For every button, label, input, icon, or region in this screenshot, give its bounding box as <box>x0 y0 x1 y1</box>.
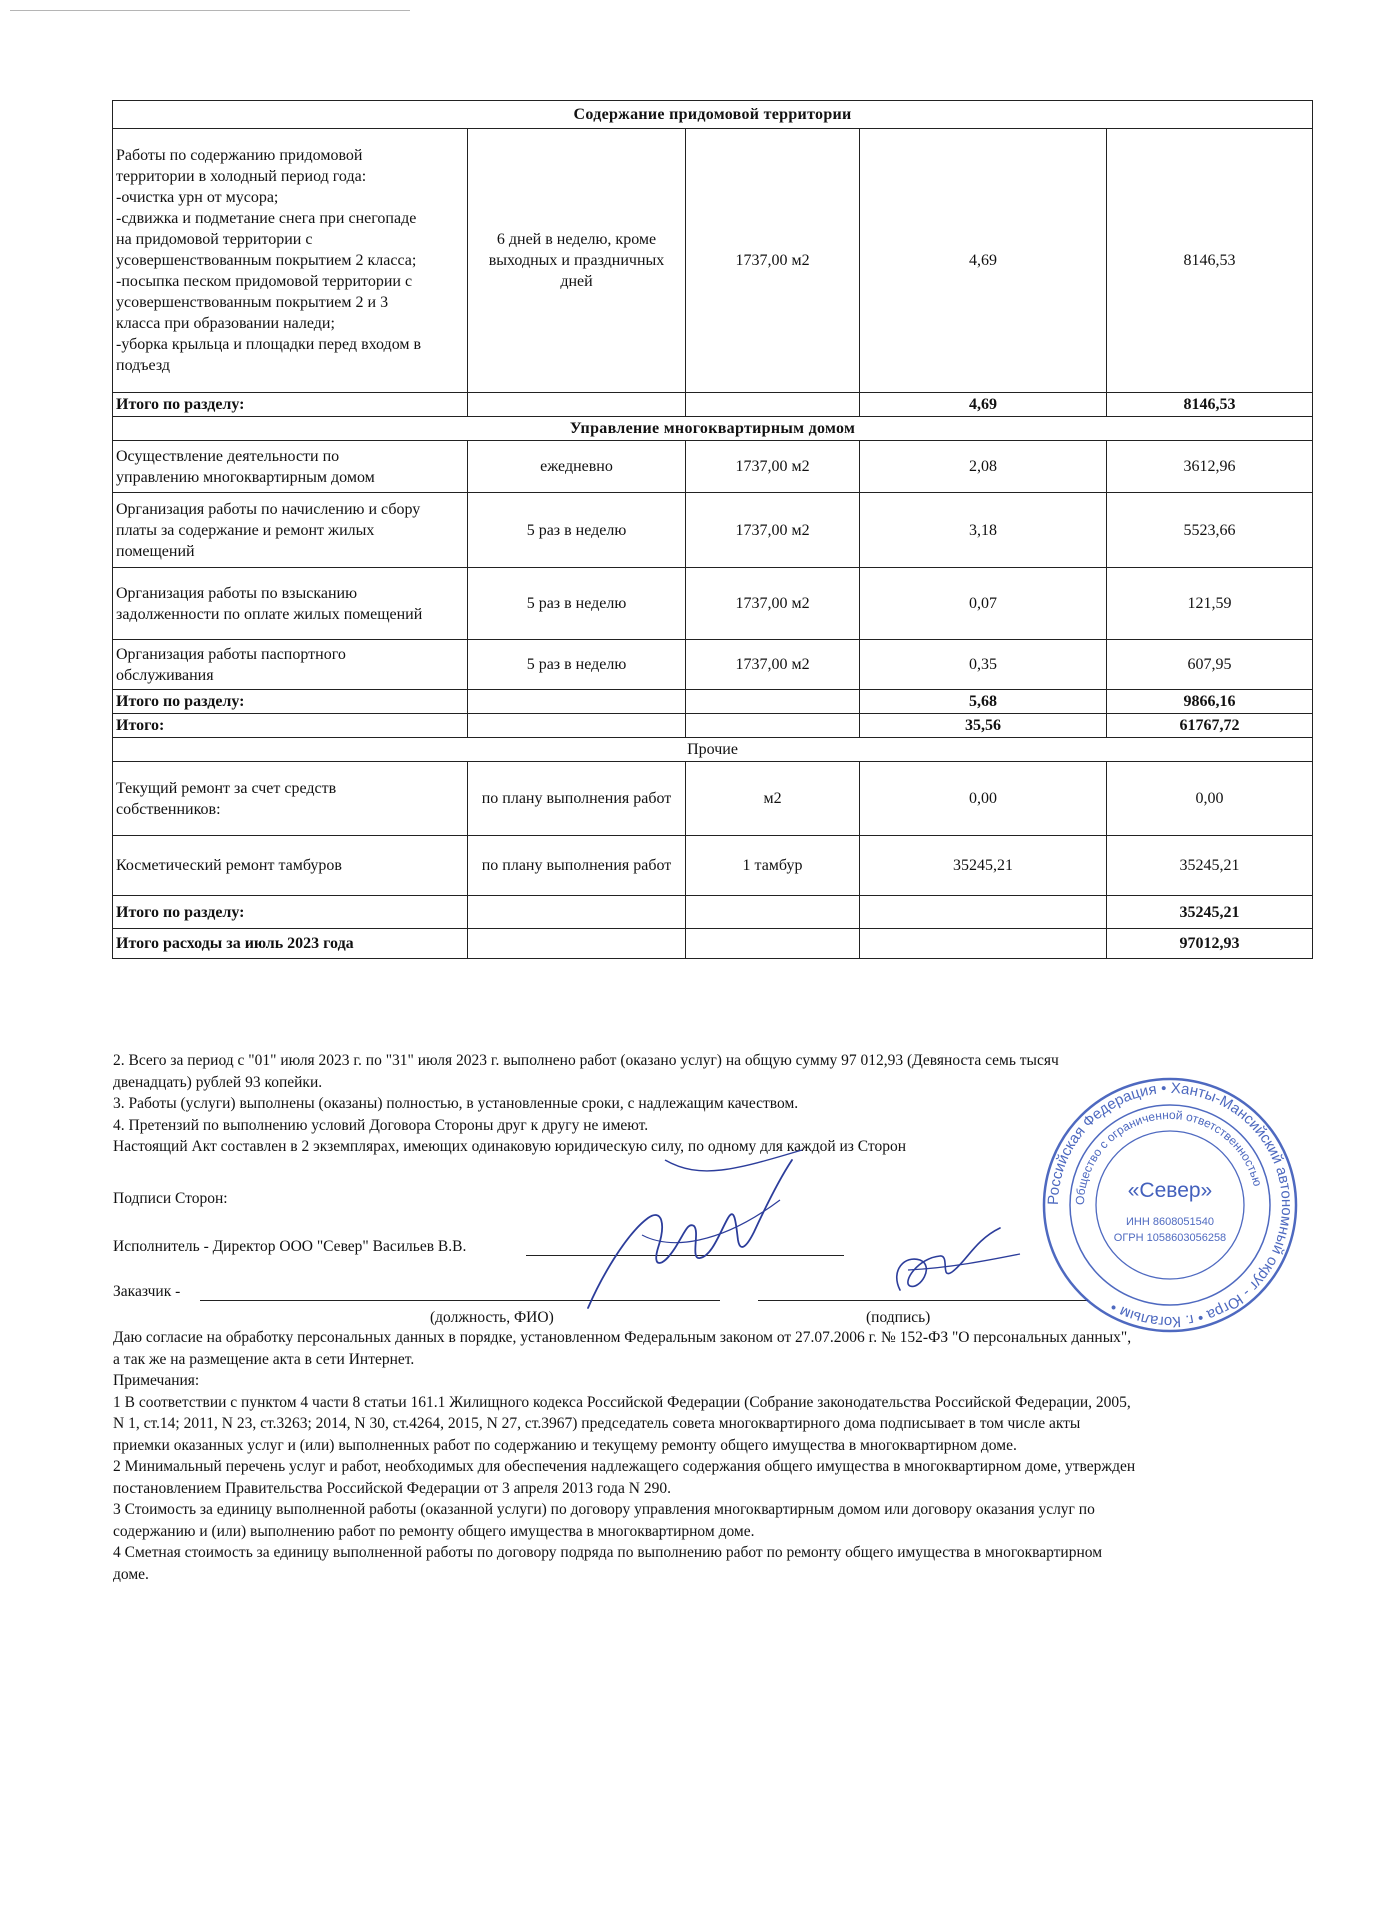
service-frequency: 6 дней в неделю, кроме выходных и праздничных дней <box>468 129 686 393</box>
subtotal-sum: 8146,53 <box>1107 393 1313 417</box>
service-area: 1737,00 м2 <box>686 568 860 640</box>
service-sum: 8146,53 <box>1107 129 1313 393</box>
section-header-row <box>113 101 1313 129</box>
service-frequency: по плану выполнения работ <box>468 836 686 896</box>
services-table <box>112 100 1313 959</box>
service-area: 1737,00 м2 <box>686 441 860 493</box>
subtotal-rate: 4,69 <box>860 393 1107 417</box>
service-area: 1 тамбур <box>686 836 860 896</box>
table-row <box>113 762 1313 836</box>
customer-label: Заказчик - <box>113 1283 181 1300</box>
stamp-inn: ИНН 8608051540 <box>1125 1216 1215 1228</box>
subtotal-label: Итого по разделу: <box>113 393 468 417</box>
table-row <box>113 493 1313 568</box>
executor-signature-image <box>570 1140 830 1315</box>
service-frequency: по плану выполнения работ <box>468 762 686 836</box>
customer-signature-image <box>880 1220 1030 1310</box>
service-name: Текущий ремонт за счет средств собственников: <box>113 762 468 836</box>
stamp-ogrn: ОГРН 1058603056258 <box>1113 1232 1227 1244</box>
table-row <box>113 568 1313 640</box>
service-sum: 5523,66 <box>1107 493 1313 568</box>
subtotal-row <box>113 690 1313 714</box>
subtotal-label: Итого по разделу: <box>113 690 468 714</box>
service-rate: 0,00 <box>860 762 1107 836</box>
service-sum: 121,59 <box>1107 568 1313 640</box>
service-rate: 0,35 <box>860 640 1107 690</box>
subtotal-sum: 9866,16 <box>1107 690 1313 714</box>
subtotal-row <box>113 393 1313 417</box>
signatures-title: Подписи Сторон: <box>113 1190 228 1207</box>
service-name: Организация работы паспортного обслуживания <box>113 640 468 690</box>
stamp-center: «Север» <box>1127 1179 1213 1202</box>
section-title-management: Управление многоквартирным домом <box>113 417 1313 441</box>
service-frequency: 5 раз в неделю <box>468 493 686 568</box>
subtotal-sum: 35245,21 <box>1107 896 1313 929</box>
subtotal-rate: 5,68 <box>860 690 1107 714</box>
stamp-outer-text: Российская Федерация • Ханты-Мансийский автономный округ - Югра • г. Когалым • <box>1044 1079 1296 1331</box>
service-frequency: 5 раз в неделю <box>468 640 686 690</box>
service-rate: 35245,21 <box>860 836 1107 896</box>
stamp-inner-text: Общество с ограниченной ответственностью <box>1072 1107 1265 1206</box>
service-sum: 0,00 <box>1107 762 1313 836</box>
service-area: 1737,00 м2 <box>686 640 860 690</box>
total-label: Итого: <box>113 714 468 738</box>
service-area: м2 <box>686 762 860 836</box>
service-rate: 0,07 <box>860 568 1107 640</box>
service-rate: 4,69 <box>860 129 1107 393</box>
notes-block: Даю согласие на обработку персональных данных в порядке, установленном Федеральным законом от 27.07.2006 г. № 152-ФЗ "О персональных данных", а так же на размещение акта в сети Интернет. Примечания: 1 В соответствии с пунктом 4 части 8 статьи 161.1 Жилищного кодекса Российской Федерации (Собрание законодательства Российской Федерации, 2005, N 1, ст.14; 2011, N 23, ст.3263; 2014, N 30, ст.4264, 2015, N 27, ст.3967) председатель совета многоквартирного дома подписывает в том числе акты приемки оказанных услуг и (или) выполненных работ по содержанию и текущему ремонту общего имущества в многоквартирном доме. 2 Минимальный перечень услуг и работ, необходимых для обеспечения надлежащего содержания общего имущества в многоквартирном доме, утвержден постановлением Правительства Российской Федерации от 3 апреля 2013 года N 290. 3 Стоимость за единицу выполненной работы (оказанной услуги) по договору управления многоквартирным домом или договору оказания услуг по содержанию и (или) выполнению работ по ремонту общего имущества в многоквартирном доме. 4 Сметная стоимость за единицу выполненной работы по договору подряда по выполнению работ по ремонту общего имущества в многоквартирном доме. <box>113 1329 1136 1583</box>
subtotal-label: Итого по разделу: <box>113 896 468 929</box>
july-total-sum: 97012,93 <box>1107 929 1313 959</box>
service-name: Работы по содержанию придомовой территории в холодный период года: -очистка урн от мусора; -сдвижка и подметание снега при снегопаде на придомовой территории с усовершенствованным покрытием 2 класса; -посыпка песком придомовой территории с усовершенствованным покрытием 2 и 3 класса при образовании наледи; -уборка крыльца и площадки перед входом в подъезд <box>113 129 468 393</box>
subtotal-row <box>113 896 1313 929</box>
section-title-territory: Содержание придомовой территории <box>113 101 1313 129</box>
signature-caption: (подпись) <box>866 1309 931 1326</box>
table-row <box>113 129 1313 393</box>
table-row <box>113 441 1313 493</box>
position-caption: (должность, ФИО) <box>430 1309 554 1326</box>
total-row <box>113 714 1313 738</box>
service-sum: 607,95 <box>1107 640 1313 690</box>
section-header-row <box>113 738 1313 762</box>
service-sum: 3612,96 <box>1107 441 1313 493</box>
table-row <box>113 640 1313 690</box>
service-name: Косметический ремонт тамбуров <box>113 836 468 896</box>
total-sum: 61767,72 <box>1107 714 1313 738</box>
service-name: Осуществление деятельности по управлению многоквартирным домом <box>113 441 468 493</box>
service-frequency: 5 раз в неделю <box>468 568 686 640</box>
scan-edge-line <box>10 10 410 11</box>
service-frequency: ежедневно <box>468 441 686 493</box>
total-rate: 35,56 <box>860 714 1107 738</box>
company-stamp <box>1040 1075 1300 1335</box>
service-rate: 2,08 <box>860 441 1107 493</box>
section-title-other: Прочие <box>113 738 1313 762</box>
service-name: Организация работы по взысканию задолженности по оплате жилых помещений <box>113 568 468 640</box>
total-row <box>113 929 1313 959</box>
july-total-label: Итого расходы за июль 2023 года <box>113 929 468 959</box>
service-rate: 3,18 <box>860 493 1107 568</box>
section-header-row <box>113 417 1313 441</box>
executor-label: Исполнитель - Директор ООО "Север" Васильев В.В. <box>113 1238 467 1255</box>
service-area: 1737,00 м2 <box>686 493 860 568</box>
table-row <box>113 836 1313 896</box>
service-name: Организация работы по начислению и сбору платы за содержание и ремонт жилых помещений <box>113 493 468 568</box>
summary-paragraph: 2. Всего за период с "01" июля 2023 г. по "31" июля 2023 г. выполнено работ (оказано услуг) на общую сумму 97 012,93 (Девяноста семь тысяч двенадцать) рублей 93 копейки. 3. Работы (услуги) выполнены (оказаны) полностью, в установленные сроки, с надлежащим качеством. 4. Претензий по выполнению условий Договора Стороны друг к другу не имеют. Настоящий Акт составлен в 2 экземплярах, имеющих одинаковую юридическую силу, по одному для каждой из Сторон <box>113 1052 1059 1155</box>
service-area: 1737,00 м2 <box>686 129 860 393</box>
service-sum: 35245,21 <box>1107 836 1313 896</box>
